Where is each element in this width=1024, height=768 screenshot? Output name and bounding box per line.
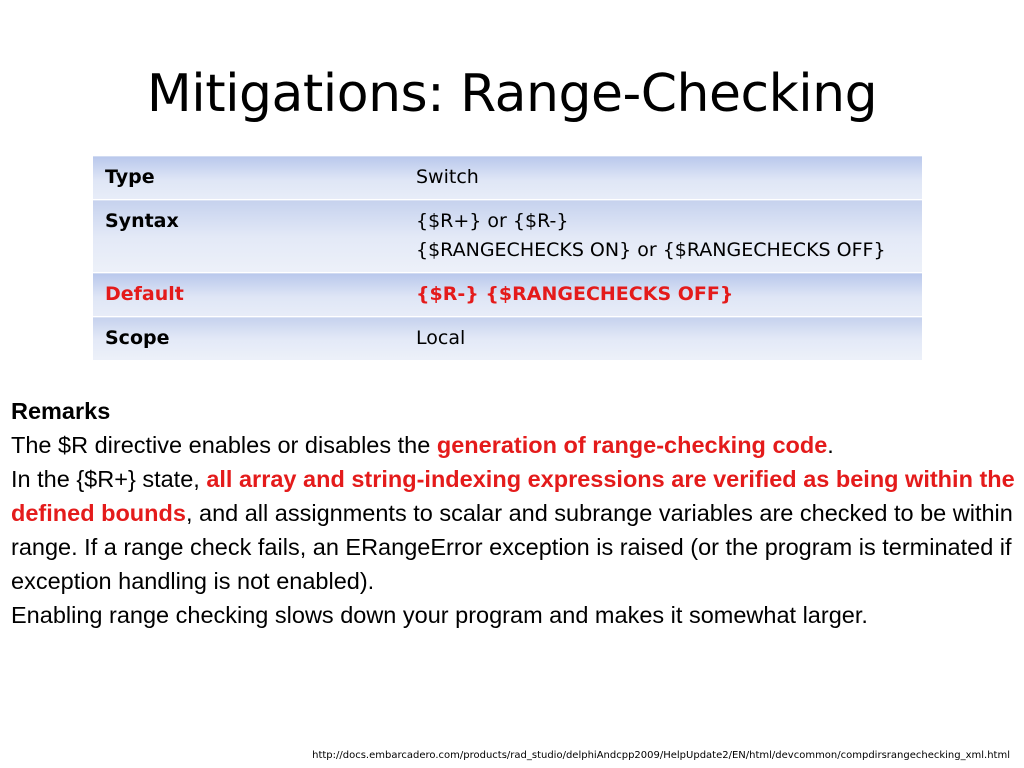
- remarks-p2-emphasis: all array and string-indexing expressions are verified as being within the defined bounds: [11, 466, 1015, 526]
- remarks-p1-emphasis: generation of range-checking code: [436, 432, 828, 458]
- table-row-scope: [93, 317, 922, 361]
- syntax-line-short: {$R+} or {$R-}: [416, 210, 569, 232]
- row-key-type: Type: [93, 156, 410, 200]
- remarks-p1-text: The $R directive enables or disables the: [11, 432, 437, 458]
- remarks-paragraph-3: Enabling range checking slows down your program and makes it somewhat larger.: [11, 602, 868, 628]
- row-key-syntax: Syntax: [93, 200, 410, 273]
- remarks-paragraph-2: [11, 462, 1016, 598]
- remarks-p1-end: .: [827, 432, 834, 458]
- remarks-p2-rest: , and all assignments to scalar and subrange variables are checked to be within range. If a range check fails, an ERangeError exception is raised (or the program is terminated if exception handling is not enabled).: [11, 500, 1013, 594]
- row-key-scope: Scope: [93, 317, 410, 361]
- row-value-default: {$R-} {$RANGECHECKS OFF}: [410, 273, 922, 317]
- remarks-paragraph-1: [11, 428, 1016, 462]
- row-value-syntax: [410, 200, 922, 273]
- row-key-default: Default: [93, 273, 410, 317]
- remarks-p2-text: In the {$R+} state,: [11, 466, 207, 492]
- table-row-syntax: [93, 200, 922, 273]
- table-row-default: [93, 273, 922, 317]
- directive-properties-table: [93, 155, 922, 360]
- row-value-scope: Local: [410, 317, 922, 361]
- remarks-block: [11, 394, 1016, 632]
- row-value-type: Switch: [410, 156, 922, 200]
- table-row-type: [93, 156, 922, 200]
- remarks-heading: Remarks: [11, 398, 111, 424]
- source-url-footnote: http://docs.embarcadero.com/products/rad_studio/delphiAndcpp2009/HelpUpdate2/EN/html/devcommon/compdirsrangechecking_xml.html: [312, 750, 1010, 761]
- syntax-line-long: {$RANGECHECKS ON} or {$RANGECHECKS OFF}: [416, 239, 886, 261]
- slide-title: Mitigations: Range-Checking: [146, 64, 878, 124]
